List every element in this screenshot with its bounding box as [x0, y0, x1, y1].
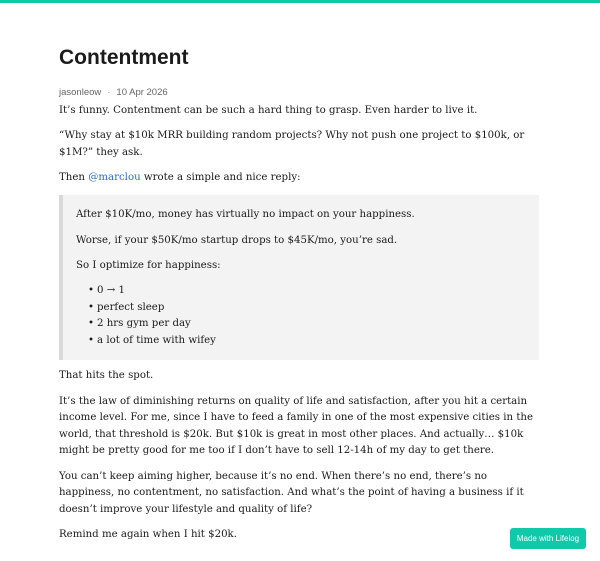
top-accent-bar: [0, 0, 600, 3]
post-date: 10 Apr 2026: [116, 87, 168, 98]
meta-separator: ·: [107, 87, 111, 98]
paragraph-3-before: Then: [59, 172, 89, 184]
post-author[interactable]: jasonleow: [59, 87, 102, 98]
list-item-text: 2 hrs gym per day: [97, 318, 191, 330]
bullet-icon: •: [88, 285, 95, 297]
paragraph-3-after: wrote a simple and nice reply:: [140, 172, 301, 184]
post-meta: [59, 86, 539, 99]
paragraph-7: Remind me again when I hit $20k.: [59, 528, 237, 540]
list-item: [88, 283, 525, 300]
paragraph-2: “Why stay at $10k MRR building random projects? Why not push one project to $100k, or $1M?” they ask.: [59, 130, 525, 158]
list-item-text: a lot of time with wifey: [97, 335, 216, 347]
paragraph-6: You can’t keep aiming higher, because it’s no end. When there’s no end, there’s no happiness, no contentment, no satisfaction. And what’s the point of having a business if it doesn’t improve your lifestyle and quality of life?: [59, 470, 524, 515]
list-item-text: perfect sleep: [97, 301, 165, 313]
marclou-link[interactable]: @marclou: [88, 172, 141, 184]
paragraph-1: It’s funny. Contentment can be such a hard thing to grasp. Even harder to live it.: [59, 105, 478, 116]
post-title: Contentment: [59, 46, 189, 69]
list-item: [88, 316, 525, 333]
post-article: [59, 44, 539, 552]
list-item: [88, 300, 525, 317]
quote-line-3: So I optimize for happiness:: [76, 259, 221, 271]
bullet-icon: •: [88, 301, 95, 313]
quote-line-1: After $10K/mo, money has virtually no impact on your happiness.: [76, 209, 415, 221]
bullet-icon: •: [88, 335, 95, 347]
post-body: [59, 103, 539, 543]
bullet-icon: •: [88, 318, 95, 330]
quote-block: [59, 195, 539, 359]
list-item-text: 0 → 1: [97, 285, 125, 297]
paragraph-5: It’s the law of diminishing returns on quality of life and satisfaction, after you hit a certain income level. For me, since I have to feed a family in one of the most expensive cities in the world, that threshold is $20k. But $10k is great in most other places. And actually… $10k might be pretty good for me too if I don’t have to sell 12-14h of my day to get there.: [59, 395, 534, 457]
paragraph-4: That hits the spot.: [59, 370, 154, 382]
quote-line-2: Worse, if your $50K/mo startup drops to $45K/mo, you’re sad.: [76, 234, 398, 246]
paragraph-3: [59, 170, 539, 187]
list-item: [88, 333, 525, 350]
quote-list: [76, 283, 525, 349]
made-with-lifelog-button[interactable]: Made with Lifelog: [510, 528, 586, 549]
